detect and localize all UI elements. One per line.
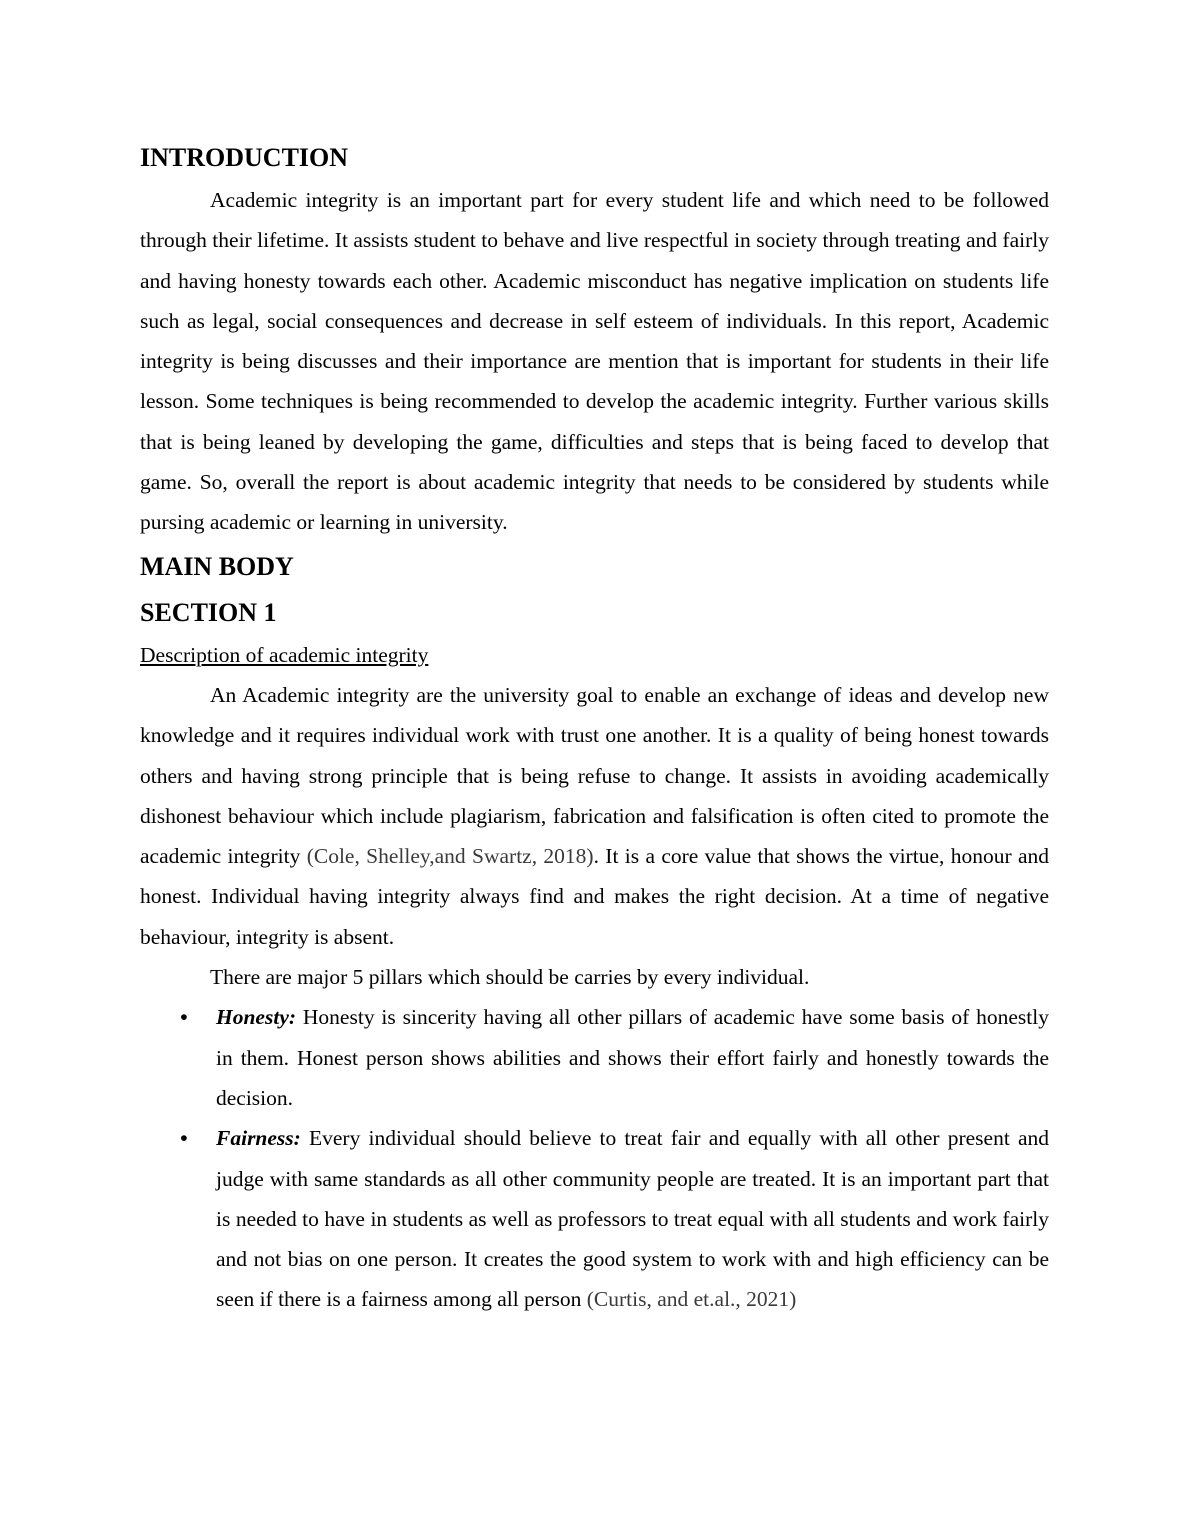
citation: (Cole, Shelley,and Swartz, 2018) — [306, 844, 594, 869]
introduction-paragraph: Academic integrity is an important part for every student life and which need to be followed through their lifetime. It assists student to behave and live respectful in society through treating and fairly and having honesty towards each other. Academic misconduct has negative implication on students life such as legal, social consequences and decrease in self esteem of individuals. In this report, Academic integrity is being discusses and their importance are mention that is important for students in their life lesson. Some techniques is being recommended to develop the academic integrity. Further various skills that is being leaned by developing the game, difficulties and steps that is being faced to develop that game. So, overall the report is about academic integrity that needs to be considered by students while pursing academic or learning in university. — [140, 188, 1049, 535]
pillars-list — [140, 997, 1049, 1319]
section-1-heading: SECTION 1 — [140, 597, 277, 627]
pillar-text — [216, 1118, 1049, 1319]
pillar-description: Honesty is sincerity having all other pillars of academic have some basis of honestly in them. Honest person shows abilities and shows their effort fairly and honestly towards the decision. — [216, 1005, 1049, 1110]
pillar-description: Every individual should believe to treat fair and equally with all other present and judge with same standards as all other community people are treated. It is an important part that is needed to have in students as well as professors to treat equal with all students and work fairly and not bias on one person. It creates the good system to work with and high efficiency can be seen if there is a fairness among all person — [216, 1126, 1049, 1312]
pillar-term: Fairness: — [216, 1126, 301, 1151]
list-item — [140, 1118, 1049, 1319]
paragraph-text: . It is a core value that shows the virtue, honour and honest. Individual having integrity always find and makes the right decision. At a time of negative behaviour, integrity is absent. — [140, 844, 1049, 949]
pillar-text — [216, 997, 1049, 1118]
main-body-heading: MAIN BODY — [140, 551, 294, 581]
list-item — [140, 997, 1049, 1118]
academic-integrity-paragraph — [140, 675, 1049, 957]
bullet-icon: • — [180, 1005, 188, 1030]
paragraph-text: An Academic integrity are the university goal to enable an exchange of ideas and develop new knowledge and it requires individual work with trust one another. It is a quality of being honest towards others and having strong principle that is being refuse to change. It assists in avoiding academically dishonest behaviour which include plagiarism, fabrication and falsification is often cited to promote the academic integrity — [140, 682, 1049, 869]
pillars-intro-paragraph: There are major 5 pillars which should be carries by every individual. — [210, 965, 810, 990]
bullet-icon: • — [180, 1126, 188, 1151]
document-page — [140, 134, 1049, 1320]
pillar-term: Honesty: — [216, 1005, 297, 1030]
introduction-heading: INTRODUCTION — [140, 143, 349, 172]
citation: (Curtis, and et.al., 2021) — [586, 1287, 797, 1312]
description-subheading: Description of academic integrity — [140, 642, 429, 667]
